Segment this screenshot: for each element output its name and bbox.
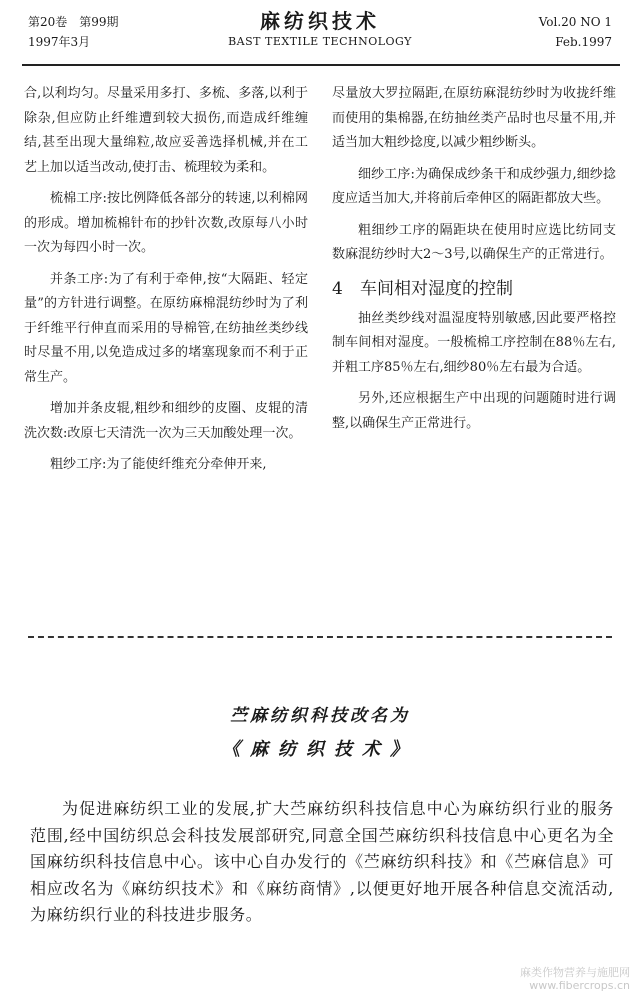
publication-date: 1997年3月	[28, 35, 91, 49]
page-header	[0, 0, 640, 64]
section-title: 车间相对湿度的控制	[360, 278, 513, 299]
header-rule	[22, 64, 620, 66]
date-en: Feb.1997	[555, 35, 612, 49]
paragraph: 并条工序:为了有利于牵伸,按“大隔距、轻定量”的方针进行调整。在原纺麻棉混纺纱时为了利于纤维平行伸直而采用的导棉管,在纺抽丝类纱线时尽量不用,以免造成过多的堵塞现象而不利于正常生产。	[24, 271, 308, 385]
watermark-url: www.fibercrops.cn	[529, 979, 630, 992]
journal-title-en: BAST TEXTILE TECHNOLOGY	[228, 35, 412, 48]
paragraph: 细纱工序:为确保成纱条干和成纱强力,细纱捻度应适当加大,并将前后牵伸区的隔距都放大些。	[332, 166, 616, 206]
section-divider	[28, 636, 612, 638]
paragraph: 粗细纱工序的隔距块在使用时应选比纺同支数麻混纺纱时大2～3号,以确保生产的正常进行。	[332, 222, 616, 262]
paragraph: 粗纱工序:为了能使纤维充分牵伸开来,	[50, 457, 267, 472]
watermark-cn: 麻类作物营养与施肥网	[520, 966, 630, 979]
paragraph: 抽丝类纱线对温湿度特别敏感,因此要严格控制车间相对湿度。一般梳棉工序控制在88％左右,并粗工序85％左右,细纱80％左右最为合适。	[332, 310, 616, 375]
paragraph: 增加并条皮辊,粗纱和细纱的皮圈、皮辊的清洗次数:改原七天清洗一次为三天加酸处理一次。	[24, 401, 308, 441]
paragraph: 合,以利均匀。尽量采用多打、多梳、多落,以利于除杂,但应防止纤维遭到较大损伤,而造成纤维缠结,甚至出现大量绵粒,故应妥善选择机械,并在工艺上加以适当改动,使打击、梳理较为柔和。	[24, 86, 308, 175]
header-right	[539, 12, 612, 52]
right-column	[332, 82, 616, 443]
notice-title-line1: 苎麻纺织科技改名为	[230, 706, 410, 726]
paragraph: 另外,还应根据生产中出现的问题随时进行调整,以确保生产正常进行。	[332, 391, 616, 431]
notice-title	[0, 702, 640, 766]
journal-title: 麻纺织技术	[260, 9, 380, 33]
section-number: 4	[332, 278, 343, 299]
notice-title-line2: 《麻纺织技术》	[222, 739, 418, 760]
notice-body: 为促进麻纺织工业的发展,扩大苎麻纺织科技信息中心为麻纺织行业的服务范围,经中国纺织总会科技发展部研究,同意全国苎麻纺织科技信息中心更名为全国麻纺织科技信息中心。该中心自办发行的《苎麻纺织科技》和《苎麻信息》可相应改名为《麻纺织技术》和《麻纺商情》,以便更好地开展各种信息交流活动,为麻纺织行业的科技进步服务。	[30, 799, 614, 924]
watermark	[520, 966, 630, 992]
paragraph: 尽量放大罗拉隔距,在原纺麻混纺纱时为收拢纤维而使用的集棉器,在纺抽丝类产品时也尽量不用,并适当加大粗纱捻度,以减少粗纱断头。	[332, 86, 616, 150]
volume-issue: 第20卷 第99期	[28, 15, 119, 29]
left-column	[24, 82, 308, 485]
paragraph: 梳棉工序:按比例降低各部分的转速,以利棉网的形成。增加梳棉针布的抄针次数,改原每八小时一次为每四小时一次。	[24, 191, 308, 255]
section-heading	[332, 275, 616, 303]
volume-en: Vol.20 NO 1	[538, 15, 612, 29]
